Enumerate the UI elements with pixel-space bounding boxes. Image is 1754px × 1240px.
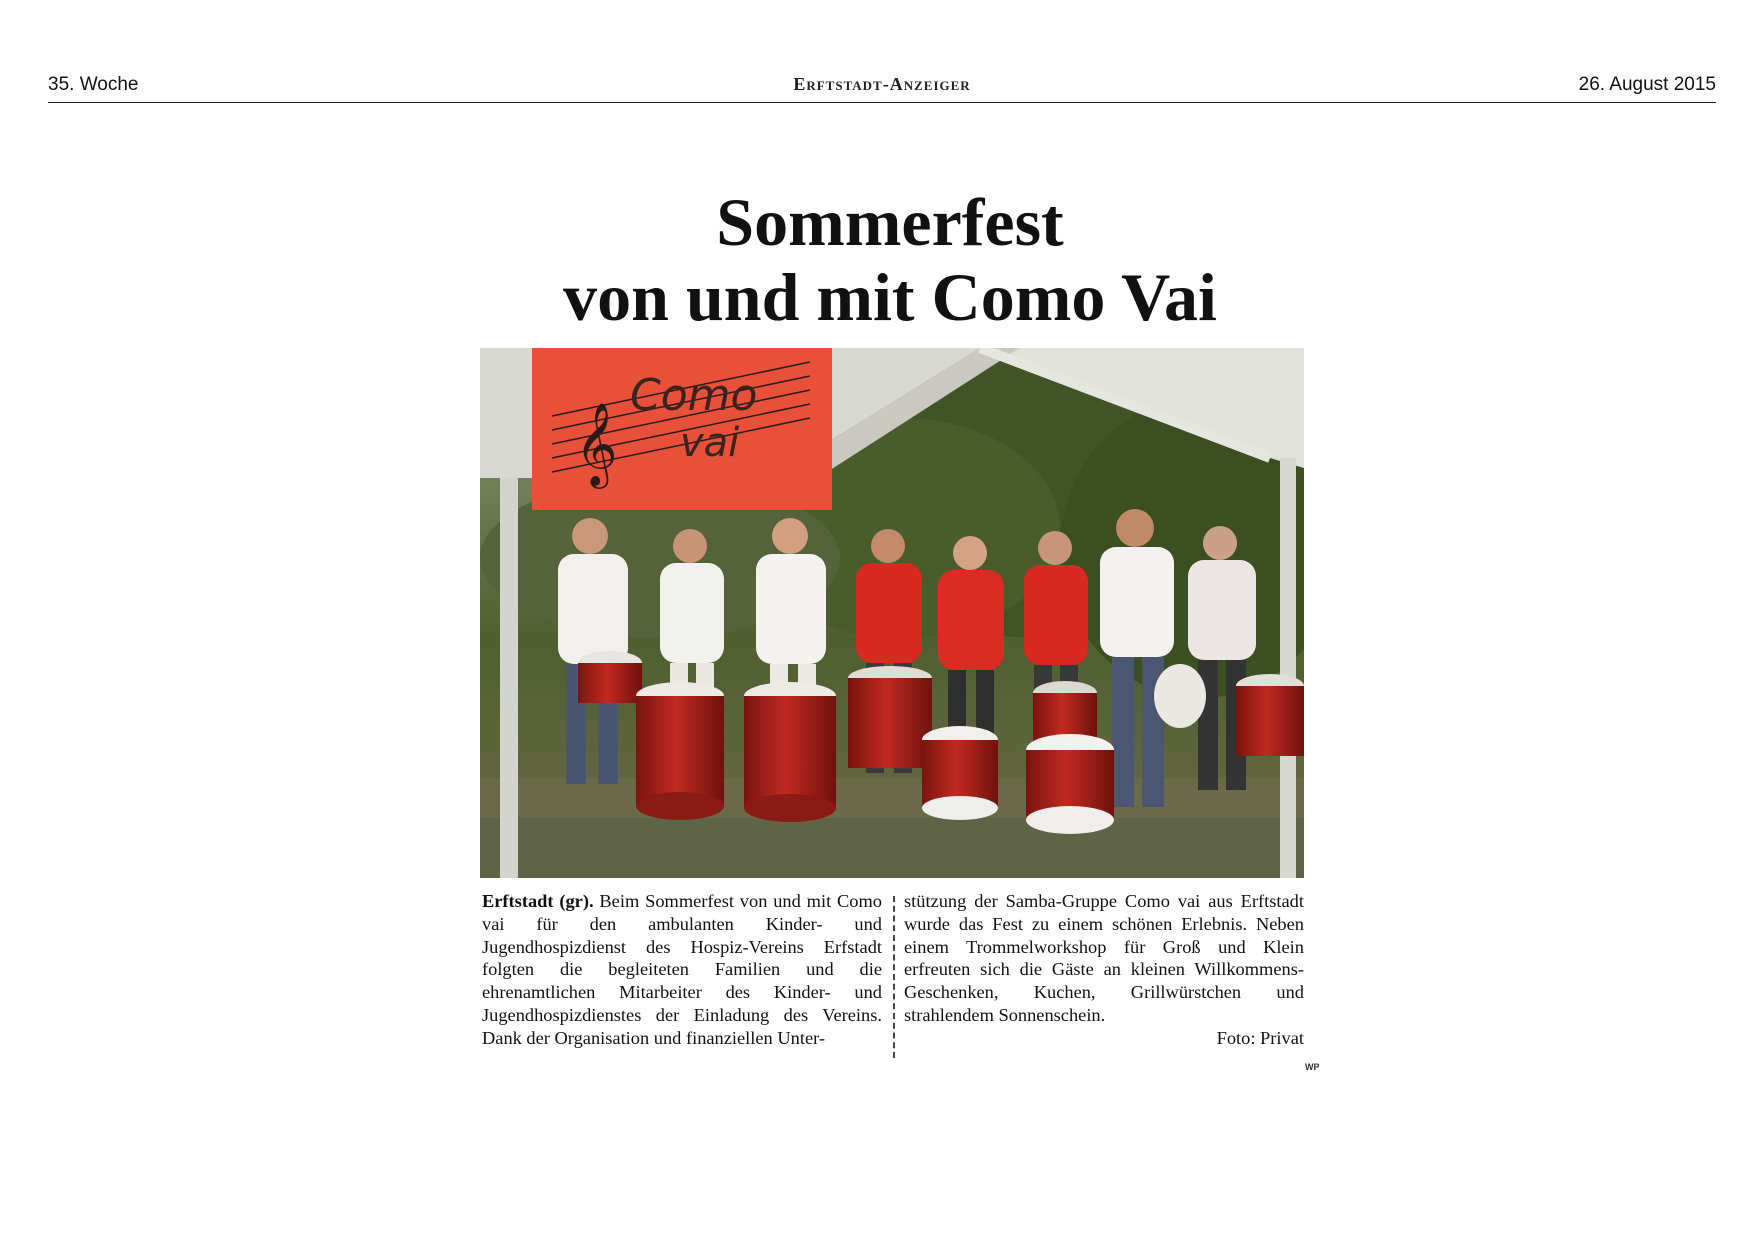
photo-credit: Foto: Privat (1216, 1028, 1304, 1048)
article-column-2 (904, 890, 1304, 1027)
article-text-column-1: Beim Sommerfest von und mit Como vai für den ambulanten Kinder- und Jugendhospizdienst des Hospiz-Vereins Erfstadt folgten die begleiteten Familien und die ehrenamtlichen Mitarbeiter des Kinder- und Jugendhospizdienstes der Einladung des Vereins. Dank der Organisation und finanziellen Unter- (482, 891, 882, 1048)
article-dateline: Erftstadt (gr). (482, 891, 594, 911)
article-text-column-2: stützung der Samba-Gruppe Como vai aus Erftstadt wurde das Fest zu einem schönen Erlebnis. Neben einem Trommelworkshop für Groß und Klein erfreuten sich die Gäste an kleinen Willkommens-Geschenken, Kuchen, Grillwürstchen und strahlendem Sonnenschein. (904, 891, 1304, 1025)
source-mark: WP (1305, 1062, 1320, 1072)
column-divider (893, 896, 895, 1058)
article-photo (480, 348, 1304, 878)
masthead (48, 72, 1716, 103)
issue-date: 26. August 2015 (1578, 74, 1716, 95)
week-label: 35. Woche (48, 74, 139, 95)
banner-text-vai: vai (680, 420, 740, 466)
newspaper-name: Erftstadt-Anzeiger (793, 74, 971, 94)
headline-line-2: von und mit Como Vai (563, 259, 1217, 335)
svg-text:𝄞: 𝄞 (575, 401, 618, 485)
headline-line-1: Sommerfest (716, 184, 1064, 260)
banner-text-como: Como (630, 370, 758, 421)
photo-drummers-illustration (480, 348, 1304, 878)
article-column-1 (482, 890, 882, 1050)
